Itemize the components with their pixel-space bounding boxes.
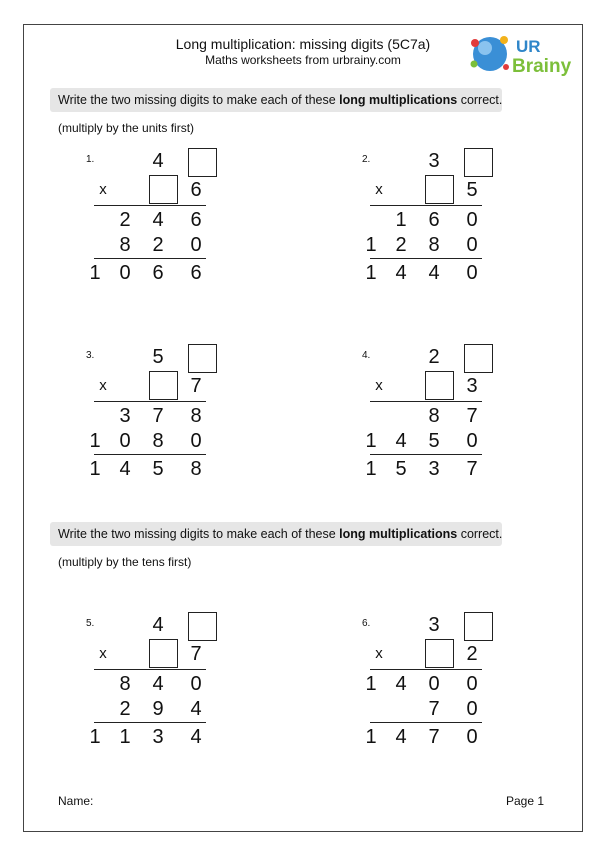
rule-line [370,205,482,206]
partial-product-1-digit: 6 [190,209,202,231]
section1-note: (multiply by the units first) [58,121,195,135]
rule-line [94,401,206,402]
problem-number: 6. [362,618,371,629]
total-digit: 3 [428,458,440,480]
partial-product-2-digit: 0 [466,234,478,256]
rule-line [370,454,482,455]
rule-line [370,722,482,723]
partial-product-1-digit: 2 [119,209,131,231]
partial-product-2-digit: 0 [466,698,478,720]
total-digit: 1 [89,262,101,284]
missing-digit-box-top[interactable] [188,148,217,177]
problem-number: 4. [362,350,371,361]
bottom-digit: 5 [466,179,478,201]
partial-product-1-digit: 0 [466,673,478,695]
partial-product-1-digit: 4 [152,209,164,231]
partial-product-1-digit: 8 [119,673,131,695]
total-digit: 5 [395,458,407,480]
total-digit: 1 [365,726,377,748]
partial-product-1-digit: 8 [428,405,440,427]
logo-text-ur: UR [516,37,541,56]
partial-product-2-digit: 4 [190,698,202,720]
multiply-sign: x [375,181,383,198]
missing-digit-box-top[interactable] [464,344,493,373]
urbrainy-logo [466,30,580,80]
section1-instruction: Write the two missing digits to make each of these long multiplications correct. [50,88,502,112]
total-digit: 1 [365,458,377,480]
partial-product-2-digit: 5 [428,430,440,452]
missing-digit-box-top[interactable] [188,344,217,373]
missing-digit-box-bottom[interactable] [425,175,454,204]
partial-product-1-digit: 7 [466,405,478,427]
partial-product-1-digit [83,404,107,428]
logo-text-brainy: Brainy [512,56,572,77]
partial-product-1-digit: 1 [365,673,377,695]
partial-product-1-digit: 1 [395,209,407,231]
top-digit: 4 [152,150,164,172]
partial-product-1-digit [83,208,107,232]
total-digit: 7 [428,726,440,748]
multiply-sign: x [375,645,383,662]
rule-line [94,722,206,723]
section2-note: (multiply by the tens first) [58,555,192,569]
total-digit: 3 [152,726,164,748]
partial-product-2-digit: 4 [395,430,407,452]
problem-2 [362,148,542,308]
problem-number: 1. [86,154,95,165]
partial-product-1-digit: 4 [152,673,164,695]
name-label: Name: [58,794,94,808]
top-digit: 3 [428,614,440,636]
partial-product-2-digit: 1 [89,430,101,452]
top-digit: 4 [152,614,164,636]
rule-line [370,258,482,259]
missing-digit-box-top[interactable] [464,148,493,177]
missing-digit-box-bottom[interactable] [149,371,178,400]
total-digit: 1 [365,262,377,284]
total-digit: 4 [395,726,407,748]
bottom-digit: 3 [466,375,478,397]
problem-1 [86,148,266,308]
partial-product-2-digit [359,697,383,721]
total-digit: 1 [89,726,101,748]
rule-line [94,258,206,259]
missing-digit-box-bottom[interactable] [149,175,178,204]
problem-4 [362,344,542,504]
partial-product-1-digit: 0 [190,673,202,695]
partial-product-2-digit: 0 [119,430,131,452]
rule-line [94,205,206,206]
bottom-digit: 7 [190,643,202,665]
page-number: Page 1 [506,794,545,808]
total-digit: 6 [152,262,164,284]
partial-product-2-digit: 1 [365,430,377,452]
partial-product-2-digit: 2 [395,234,407,256]
partial-product-1-digit [83,672,107,696]
worksheet-title: Long multiplication: missing digits (5C7a) [175,36,431,52]
partial-product-2-digit: 1 [365,234,377,256]
partial-product-2-digit [83,233,107,257]
partial-product-2-digit: 0 [466,430,478,452]
partial-product-2-digit: 0 [190,234,202,256]
partial-product-1-digit: 0 [428,673,440,695]
problem-6 [362,612,542,772]
total-digit: 5 [152,458,164,480]
missing-digit-box-bottom[interactable] [425,639,454,668]
partial-product-2-digit: 8 [119,234,131,256]
total-digit: 4 [395,262,407,284]
partial-product-1-digit: 3 [119,405,131,427]
total-digit: 4 [190,726,202,748]
top-digit: 3 [428,150,440,172]
total-digit: 7 [466,458,478,480]
partial-product-1-digit: 6 [428,209,440,231]
section2-instruction: Write the two missing digits to make each of these long multiplications correct. [50,522,502,546]
bottom-digit: 6 [190,179,202,201]
top-digit: 2 [428,346,440,368]
rule-line [370,669,482,670]
partial-product-2-digit: 7 [428,698,440,720]
partial-product-1-digit: 4 [395,673,407,695]
problem-number: 2. [362,154,371,165]
partial-product-2-digit: 9 [152,698,164,720]
multiply-sign: x [99,377,107,394]
bottom-digit: 2 [466,643,478,665]
worksheet-subtitle: Maths worksheets from urbrainy.com [205,53,401,67]
total-digit: 1 [119,726,131,748]
partial-product-2-digit: 2 [152,234,164,256]
missing-digit-box-bottom[interactable] [149,639,178,668]
multiply-sign: x [375,377,383,394]
missing-digit-box-top[interactable] [188,612,217,641]
partial-product-1-digit: 7 [152,405,164,427]
partial-product-2-digit [389,697,413,721]
multiply-sign: x [99,645,107,662]
partial-product-2-digit: 8 [152,430,164,452]
total-digit: 1 [89,458,101,480]
total-digit: 4 [428,262,440,284]
top-digit: 5 [152,346,164,368]
partial-product-1-digit [389,404,413,428]
problem-5 [86,612,266,772]
rule-line [94,669,206,670]
multiply-sign: x [99,181,107,198]
bottom-digit: 7 [190,375,202,397]
problem-number: 5. [86,618,95,629]
total-digit: 0 [466,262,478,284]
missing-digit-box-bottom[interactable] [425,371,454,400]
total-digit: 4 [119,458,131,480]
total-digit: 6 [190,262,202,284]
problem-number: 3. [86,350,95,361]
partial-product-1-digit [359,404,383,428]
partial-product-1-digit: 0 [466,209,478,231]
rule-line [94,454,206,455]
rule-line [370,401,482,402]
missing-digit-box-top[interactable] [464,612,493,641]
total-digit: 0 [466,726,478,748]
total-digit: 0 [119,262,131,284]
problem-3 [86,344,266,504]
partial-product-2-digit: 8 [428,234,440,256]
total-digit: 8 [190,458,202,480]
partial-product-1-digit: 8 [190,405,202,427]
partial-product-1-digit [359,208,383,232]
partial-product-2-digit: 0 [190,430,202,452]
partial-product-2-digit: 2 [119,698,131,720]
partial-product-2-digit [83,697,107,721]
